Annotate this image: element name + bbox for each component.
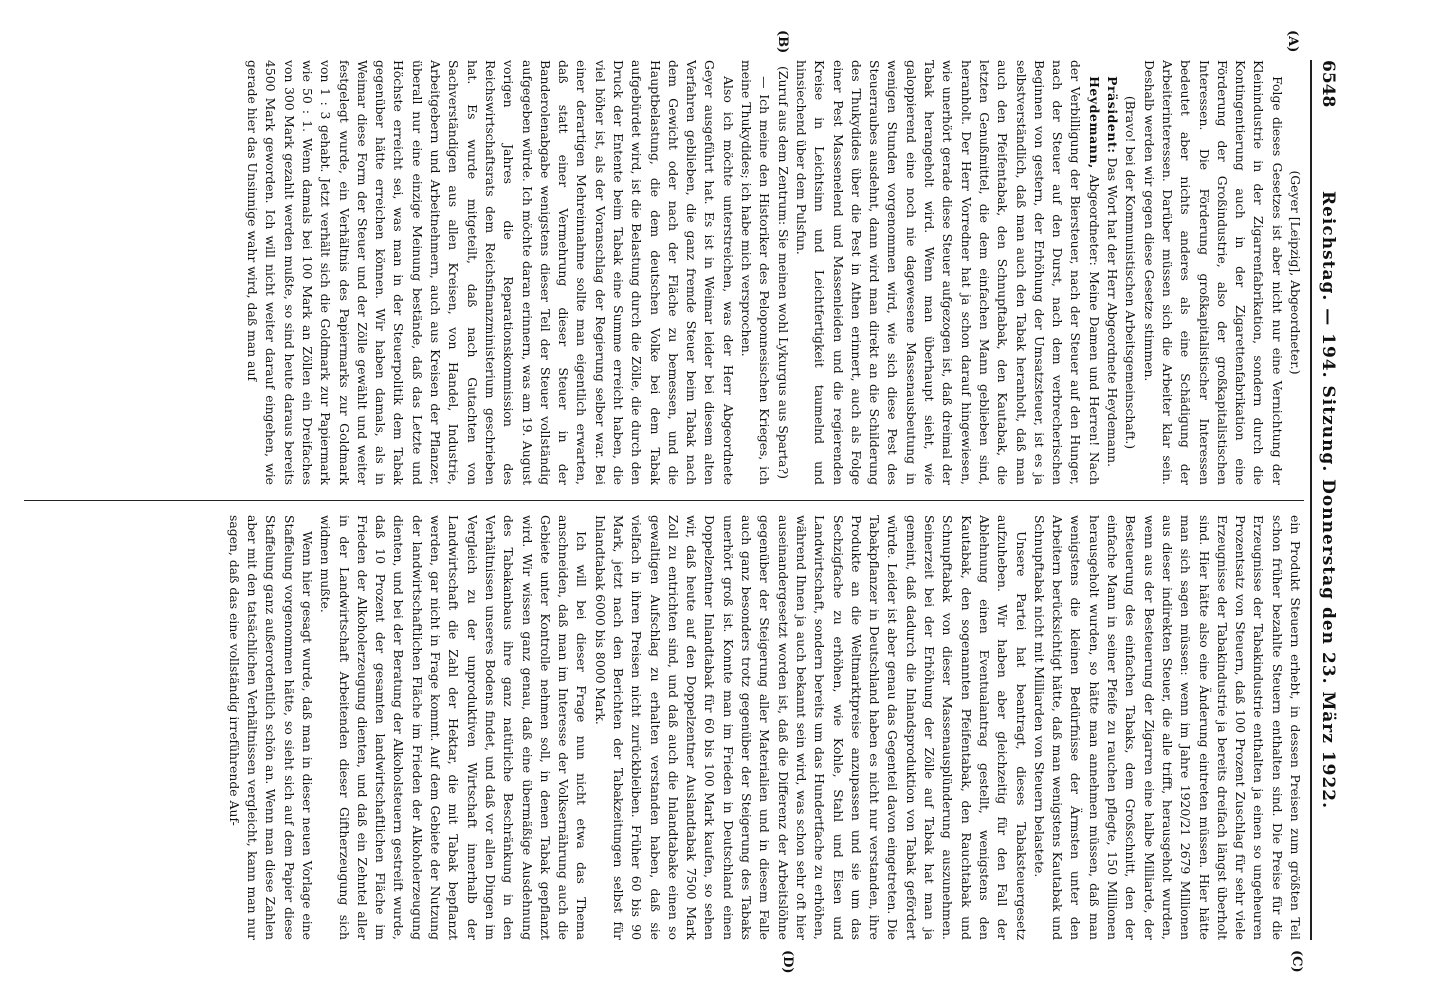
speaker-name: Präsident: [1105,76,1121,154]
paragraph [792,60,1103,485]
page-header [1312,60,1338,940]
left-column [24,60,1304,485]
column-rule [24,500,1304,501]
paragraph: Unsere Partei hat beantragt, dieses Tabaksteuergesetz aufzuheben. Wir haben aber gleichzeitig für den Fall der Ablehnung einen Eventualantrag gestellt, wenigstens den Kautabak, den sogenannten Pfeifentabak, den Rauchtabak und Schnupftabak von dieser Massenausplünderung auszunehmen. Seinerzeit bei der Erhöhung der Zölle auf Tabak hat man ja gemeint, daß dadurch die Inlandsproduktion von Tabak gefördert würde. Leider ist aber genau das Gegenteil davon eingetreten. Die Tabakpflanzer in Deutschland haben es nicht nur verstanden, ihre Produkte an die Weltmarktpreise anzupassen und sie um das Sechzigfache zu erhöhen, wie Kohle, Stahl und Eisen und Landwirtschaft, sondern bereits um das Hundertfache zu erhöhen, während Ihnen ja auch bekannt sein wird, was schon sehr oft hier auseinandergesetzt worden ist, daß die Differenz der Arbeitslöhne gegenüber der Steigerung aller Materialien und in diesem Falle auch ganz besonders trotz gegenüber der Steigerung des Tabaks unerhört groß ist. Konnte man im Frieden in Deutschland einen Doppelzentner Inlandtabak für 60 bis 100 Mark kaufen, so sehen wir, daß heute auf den Doppelzentner Auslandtabak 7500 Mark Zoll zu entrichten sind, und daß auch die Inlandtabake einen so gewaltigen Aufschlag zu erhalten verstanden haben, daß sie vielfach in ihren Preisen nicht zurückbleiben. Früher 60 bis 90 Mark, jetzt nach den Berichten der Tabakzeitungen selbst für Inlandtabak 6000 bis 8000 Mark. [592,515,1029,940]
speaker-name: Heydemann, [1086,76,1102,169]
margin-marker-b: (B) [775,30,790,54]
margin-marker-c: (C) [1289,950,1304,973]
paragraph: Folge dieses Gesetzes ist aber nicht nur eine Vernichtung der Kleinindustrie in der Zigarrenfabrikation, sondern durch die Kontingentierung auch in der Zigarettenfabrikation eine Förderung der Großindustrie, also der großkapitalistischen Interessen. Die Förderung großkapitalistischer Interessen bedeutet aber nichts anderes als eine Schädigung der Arbeiterinteressen. Darüber müssen sich die Arbeiter klar sein. Deshalb werden wir gegen diese Gesetze stimmen. [1141,60,1285,485]
paragraph: Wenn hier gesagt wurde, daß man in dieser neuen Vorlage eine Staffelung vorgenommen hätte, so sieht sich auf dem Papier diese Staffelung ganz außerordentlich schön an. Wenn man diese Zahlen aber mit den tatsächlichen Verhältnissen vergleicht, kann man nur sagen, daß das eine vollständig irreführende Auf- [226,515,315,940]
page-number: 6548 [1318,60,1338,108]
margin-marker-d: (D) [780,950,795,974]
applause-note: (Bravo! bei der Kommunistischen Arbeitsgemeinschaft.) [1123,95,1139,450]
paragraph: Ich will bei dieser Frage nun nicht etwa das Thema anschneiden, daß man im Interesse der Volksernährung auch die Gebiete unter Kontrolle nehmen soll, in denen Tabak gepflanzt wird. Wir wissen ganz genau, daß eine übermäßige Ausdehnung des Tabakanbaus ihre ganz natürliche Beschränkung in den Verhältnissen unseres Bodens findet, und daß vor allen Dingen im Vergleich zu der unproduktiven Wirtschaft innerhalb der Landwirtschaft die Zahl der Hektar, die mit Tabak bepflanzt werden, gar nicht in Frage kommt. Auf dem Gebiete der Nutzung der landwirtschaftlichen Fläche im Frieden der Alkoholerzeugung dienten, und bei der Beratung der Alkoholsteuern gestreift wurde, daß 10 Prozent der gesamten landwirtschaftlichen Fläche im Frieden der Alkoholerzeugung dienten, und daß ein Zehntel aller in der Landwirtschaft Arbeitenden dieser Giftherzeugung sich widmen mußte. [318,515,590,940]
paragraph: — Ich meine den Historiker des Peloponnesischen Krieges, ich meine Thukydides; ich habe mich versprochen. [739,60,773,485]
speaker-continuation: (Geyer [Leipzig], Abgeordneter.) [1288,170,1303,375]
paragraph-text: Das Wort hat der Herr Abgeordnete Heydemann. [1105,157,1121,468]
right-column [24,515,1304,940]
header-rule [1310,60,1312,940]
paragraph-text: Abgeordneter: Meine Damen und Herren! Nach der Verbilligung der Biersteuer, nach der Steuer auf den Hunger, nach der Steuer auf den Durst, nach dem verbrecherischen Beginnen von gestern, der Erhöhung der Umsatzsteuer, ist es ja selbstverständlich, daß man auch den Tabak heranholt, daß man auch den Pfeifentabak, den Schnupftabak, den Kautabak, die letzten Genußmittel, die dem einfachen Mann geblieben sind, heranholt. Der Herr Vorredner hat ja schon darauf hingewiesen, wie unerhört gerade diese Steuer aufgezogen ist, daß dreimal der Tabak herangeholt wird. Wenn man überhaupt sieht, wie galoppierend eine noch nie dagewesene Massenausbeutung in wenigen Stunden vorgenommen wird, wie sich diese Pest des Steuerraubes ausdehnt, dann wird man direkt an die Schilderung des Thukydides über die Pest in Athen erinnert, auch als Folge einer Pest Massenelend und Massenleiden und die regierenden Kreise in Leichtsinn und Leichtfertigkeit taumelnd und hinsiechend über dem Pulsfun. [793,60,1102,485]
paragraph: ein Produkt Steuern erhebt, in dessen Preisen zum größten Teil schon früher bezahlte Steuern enthalten sind. Die Preise für die Erzeugnisse der Tabakindustrie enthalten ja einen so ungeheuren Prozentsatz von Steuern, daß 100 Prozent Zuschlag für sehr viele Erzeugnisse der Tabakindustrie ja bereits dreifach längst überholt sind. Hier hätte also eine Änderung eintreten müssen. Hier hätte man sich sagen müssen: wenn im Jahre 1920/21 2679 Millionen aus dieser indirekten Steuer, die alle trifft, herausgeholt wurden, wenn aus der Besteuerung der Zigarren eine halbe Milliarde, der Besteuerung des einfachen Tabaks, dem Großschnitt, den der einfache Mann in seiner Pfeife zu rauchen pflegte, 150 Millionen herausgeholt wurden, so hätte man annehmen müssen, daß man wenigstens die kleinen Bedürfnisse der Ärmsten unter den Arbeitern berücksichtigt hätte, daß man wenigstens Kautabak und Schnupftabak nicht mit Milliarden von Steuern belastete. [1031,515,1303,940]
margin-marker-a: (A) [1285,30,1300,53]
interjection-note: (Zuruf aus dem Zentrum: Sie meinen wohl Lykurgus aus Sparta?) [775,66,791,479]
paragraph: Also ich möchte unterstreichen, was der Herr Abgeordnete Geyer ausgeführt hat. Es ist in Weimar leider bei diesem alten Verfahren geblieben, die ganz fremde Steuer beim Tabak nach dem Gewicht oder nach der Fläche zu bemessen, und die Hauptbelastung, die dem deutschen Volke bei dem Tabak aufgebürdet wird, ist die Belastung durch die Zölle, die durch den Druck der Entente beim Tabak eine Summe erreicht haben, die viel höher ist, als der Voranschlag der Regierung selber war. Bei einer derartigen Mehreinnahme sollte man eigentlich erwarten, daß statt einer Vermehrung dieser Steuer in der Banderolenabgabe wenigstens dieser Teil der Steuer vollständig aufgegeben würde. Ich möchte daran erinnern, was am 19. August vorigen Jahres die Reparationskommission des Reichswirtschaftsrats dem Reichsfinanzministerium geschrieben hat. Es wurde mitgeteilt, daß nach Gutachten von Sachverständigen aus allen Kreisen, von Handel, Industrie, Arbeitgebern und Arbeitnehmern, auch aus Kreisen der Pflanzer, überall nur eine einzige Meinung bestände, daß das Letzte und Höchste erreicht sei, was man in der Steuerpolitik dem Tabak gegenüber hätte erreichen können. Wir haben damals, als in Weimar diese Form der Steuer und der Zölle gewählt und weiter festgelegt wurde, ein Verhältnis des Papiermarks zur Goldmark von 1 : 3 gehabt. Jetzt verhält sich die Goldmark zur Papiermark wie 50 : 1. Wenn damals bei 100 Mark an Zöllen ein Dreifaches von 300 Mark gezahlt werden mußte, so sind heute daraus bereits 4500 Mark geworden. Ich will nicht weiter darauf eingehen, wie gerade hier das Unsinnige wahr wird, daß man auf [245,60,736,485]
paragraph [1103,60,1121,485]
running-head: Reichstag. — 194. Sitzung. Donnerstag den 23. März 1922. [1318,190,1338,810]
